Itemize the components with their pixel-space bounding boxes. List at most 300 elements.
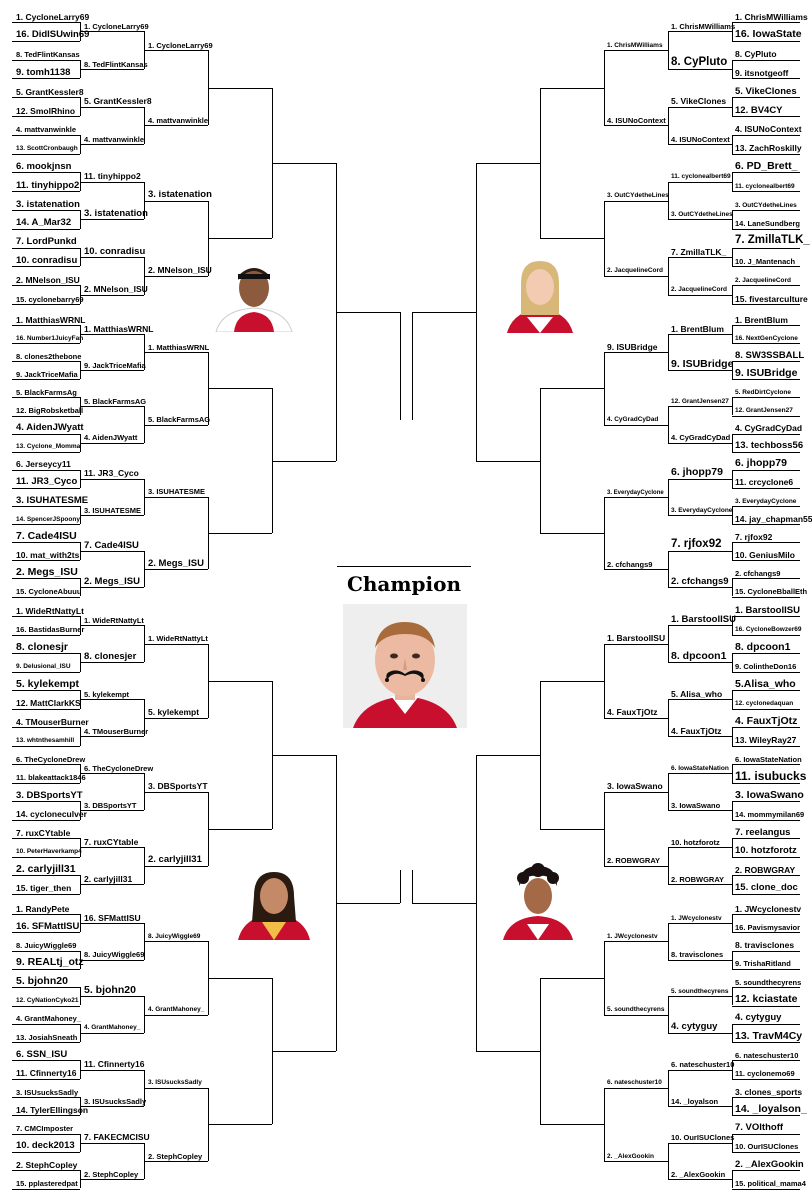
r1-slot-bottom-right-label: 7. VOlthoff — [735, 1122, 784, 1134]
r2-slot-mid-left — [80, 465, 144, 480]
r1-slot-mid-right-label: 6. jhopp79 — [735, 457, 787, 470]
r1-slot-top-left — [12, 252, 80, 267]
r1-slot-lower-left-label: 7. ruxCYtable — [16, 827, 71, 838]
r1-slot-top-right-label: 16. IowaState — [735, 28, 802, 41]
r2-slot-top-left — [80, 243, 144, 258]
r1-slot-bottom-left — [12, 1138, 80, 1153]
connector-final — [400, 312, 401, 420]
r2-slot-bottom-right-label: 8. travisclones — [671, 950, 724, 960]
r1-slot-bottom-left-label: 11. Cfinnerty16 — [16, 1068, 77, 1079]
r1-slot-bottom-right — [732, 1010, 800, 1025]
r2-slot-top-left — [80, 281, 148, 296]
r1-slot-bottom-left — [12, 1010, 80, 1025]
r2-slot-lower-right — [668, 870, 732, 885]
r1-slot-mid-right — [732, 456, 800, 471]
r3-slot-top-left-label: 4. mattvanwinkle — [148, 115, 209, 125]
player-portrait-top-right — [497, 253, 583, 333]
r1-slot-mid-right-label: 4. CyGradCyDad — [735, 423, 803, 434]
r1-slot-lower-left — [12, 713, 89, 728]
r2-slot-bottom-left — [80, 1129, 150, 1144]
r3-slot-bottom-right-label: 2. _AlexGookin — [607, 1152, 654, 1160]
r1-slot-bottom-right-label: 2. _AlexGookin — [735, 1158, 804, 1170]
r1-slot-mid-left — [12, 583, 80, 598]
r2-slot-bottom-left — [80, 982, 144, 997]
r1-slot-bottom-right — [732, 937, 800, 952]
r3-slot-lower-right-label: 4. FauxTjOtz — [607, 707, 658, 718]
r3-slot-lower-left — [144, 630, 208, 645]
r3-slot-top-right-label: 3. OutCYdetheLines — [607, 192, 669, 200]
r1-slot-bottom-left-label: 2. StephCopley — [16, 1159, 78, 1170]
r2-slot-top-right — [668, 243, 732, 258]
r2-slot-top-left — [80, 93, 152, 108]
r1-slot-top-right — [732, 46, 800, 61]
r2-slot-bottom-left-label: 7. FAKECMCISU — [84, 1132, 150, 1143]
r1-slot-bottom-right — [732, 900, 800, 915]
r4-slot-empty — [540, 978, 604, 979]
r3-slot-bottom-left — [144, 1147, 208, 1162]
r3-slot-top-right — [604, 187, 668, 202]
r3-slot-lower-right-label: 2. ROBWGRAY — [607, 856, 661, 866]
r1-slot-bottom-left-label: 3. ISUsucksSadly — [16, 1087, 79, 1097]
r1-slot-bottom-left — [12, 1120, 80, 1135]
r3-slot-mid-right-label: 4. CyGradCyDad — [607, 416, 659, 424]
r1-slot-top-left — [12, 102, 80, 117]
r1-slot-bottom-left-label: 7. CMCImposter — [16, 1124, 74, 1134]
r1-slot-top-left — [12, 8, 90, 23]
r1-slot-lower-left — [12, 769, 86, 784]
r4-slot-empty — [208, 88, 272, 89]
r2-slot-lower-left — [80, 796, 144, 811]
r2-slot-top-left-label: 4. mattvanwinkle — [84, 134, 145, 144]
connector-r1 — [732, 542, 733, 560]
connector-r2 — [668, 625, 669, 662]
r1-slot-mid-left — [12, 311, 86, 326]
r1-slot-bottom-left — [12, 900, 80, 915]
player-portrait-bottom-right — [497, 860, 579, 940]
r1-slot-mid-right-label: 12. GrantJensen27 — [735, 407, 793, 414]
r3-slot-lower-right — [604, 852, 668, 867]
connector-r2 — [668, 31, 669, 69]
semi-slot-empty — [272, 755, 336, 756]
r1-slot-top-left — [12, 177, 80, 192]
r3-slot-lower-left — [144, 778, 208, 793]
r3-slot-bottom-right — [604, 1001, 668, 1016]
r1-slot-top-right-label: 11. cyclonealbert69 — [735, 182, 795, 190]
connector-r1 — [732, 987, 733, 1005]
r3-slot-mid-right — [604, 338, 668, 353]
r3-slot-mid-left — [144, 555, 208, 570]
r2-slot-bottom-left-label: 4. GrantMahoney_ — [84, 1024, 141, 1032]
r1-slot-lower-right-label: 3. IowaSwano — [735, 788, 804, 801]
r1-slot-top-left — [12, 290, 84, 305]
r1-slot-bottom-left — [12, 973, 80, 988]
r1-slot-top-right — [732, 158, 800, 173]
connector-r3 — [604, 644, 605, 718]
r1-slot-bottom-right-label: 5. soundthecyrens — [735, 977, 802, 987]
player-portrait-bottom-left — [230, 864, 318, 940]
r1-slot-top-right-label: 12. BV4CY — [735, 104, 783, 116]
r3-slot-bottom-right-label: 5. soundthecyrens — [607, 1006, 665, 1014]
r2-slot-bottom-left — [80, 1092, 147, 1107]
r1-slot-top-left-label: 4. mattvanwinkle — [16, 125, 77, 135]
r3-slot-mid-left-label: 3. ISUHATESME — [148, 487, 205, 497]
connector-r1 — [732, 397, 733, 415]
r2-slot-bottom-left — [80, 946, 144, 961]
r3-slot-mid-right — [604, 411, 668, 426]
r1-slot-lower-right-label: 13. WileyRay27 — [735, 735, 797, 745]
r2-slot-bottom-right — [668, 1165, 732, 1180]
r1-slot-mid-left-label: 11. JR3_Cyco — [16, 476, 78, 488]
r4-slot-empty — [540, 681, 604, 682]
r1-slot-mid-right — [732, 347, 805, 362]
r2-slot-lower-right-label: 2. ROBWGRAY — [671, 874, 725, 884]
r3-slot-top-left-label: 1. CycloneLarry69 — [148, 40, 213, 50]
r1-slot-lower-right — [732, 787, 804, 802]
r1-slot-mid-left — [12, 420, 84, 435]
r2-slot-top-left-label: 8. TedFlintKansas — [84, 59, 148, 69]
connector-r1 — [732, 914, 733, 932]
r1-slot-bottom-left — [12, 1083, 80, 1098]
r4-slot-empty — [540, 829, 604, 830]
r1-slot-lower-left — [12, 732, 80, 747]
r2-slot-lower-right — [668, 611, 736, 626]
r1-slot-bottom-right — [732, 1083, 803, 1098]
r2-slot-bottom-right-label: 4. cytyguy — [671, 1021, 718, 1033]
r1-slot-lower-left — [12, 695, 80, 710]
r2-slot-top-left — [80, 55, 148, 70]
r1-slot-top-left — [12, 158, 80, 173]
r2-slot-mid-right-label: 2. cfchangs9 — [671, 575, 729, 587]
r2-slot-top-left-label: 5. GrantKessler8 — [84, 96, 152, 107]
r1-slot-bottom-left-label: 15. pplasteredpat — [16, 1179, 78, 1188]
r1-slot-bottom-right-label: 4. cytyguy — [735, 1012, 782, 1024]
r1-slot-bottom-left — [12, 1175, 80, 1190]
r1-slot-lower-right-label: 6. IowaStateNation — [735, 754, 802, 764]
r2-slot-top-right-label: 11. cyclonealbert69 — [671, 173, 731, 181]
r1-slot-top-right — [732, 177, 800, 192]
r3-slot-lower-right — [604, 704, 668, 719]
r2-slot-lower-left-label: 2. carlyjill31 — [84, 873, 133, 884]
r2-slot-mid-left-label: 3. ISUHATESME — [84, 505, 141, 515]
r1-slot-top-right — [732, 271, 800, 286]
connector-r1 — [732, 1170, 733, 1188]
coach-portrait-champion — [343, 604, 467, 728]
r4-slot-empty — [540, 388, 604, 389]
r2-slot-mid-right — [668, 356, 732, 371]
r1-slot-top-left-label: 8. TedFlintKansas — [16, 50, 80, 60]
r1-slot-mid-right — [732, 402, 800, 417]
r2-slot-lower-right-label: 5. Alisa_who — [671, 688, 723, 699]
connector-semi — [476, 163, 477, 461]
r1-slot-lower-right — [732, 676, 800, 691]
r1-slot-mid-left — [12, 402, 84, 417]
connector-r1 — [732, 172, 733, 191]
r1-slot-mid-left-label: 15. CycloneAbuuu — [16, 587, 82, 596]
r4-slot-empty — [208, 238, 272, 239]
r1-slot-lower-left — [12, 658, 80, 673]
r1-slot-top-right-label: 8. CyPluto — [735, 49, 777, 60]
r2-slot-mid-left-label: 4. AidenJWyatt — [84, 433, 138, 443]
r2-slot-lower-left — [80, 722, 149, 737]
semi-slot-empty — [476, 1051, 540, 1052]
r3-slot-mid-left-label: 2. Megs_ISU — [148, 557, 204, 569]
r2-slot-bottom-right-label: 6. nateschuster10 — [671, 1060, 735, 1070]
r1-slot-lower-right-label: 2. ROBWGRAY — [735, 864, 796, 875]
r2-slot-mid-right-label: 4. CyGradCyDad — [671, 433, 731, 443]
r3-slot-lower-left-label: 2. carlyjill31 — [148, 854, 202, 866]
r2-slot-top-left-label: 3. istatenation — [84, 207, 148, 219]
r2-slot-lower-right-label: 3. IowaSwano — [671, 800, 721, 810]
r2-slot-top-right-label: 5. VikeClones — [671, 96, 727, 107]
r1-slot-mid-left — [12, 383, 80, 398]
r2-slot-mid-right — [668, 573, 732, 588]
r1-slot-mid-left-label: 2. Megs_ISU — [16, 565, 78, 578]
r2-slot-bottom-left-label: 16. SFMattISU — [84, 912, 141, 923]
r1-slot-top-right — [732, 215, 800, 230]
r3-slot-lower-left-label: 3. DBSportsYT — [148, 781, 208, 792]
r3-slot-top-left-label: 3. istatenation — [148, 189, 212, 201]
r3-slot-top-right — [604, 262, 668, 277]
r1-slot-bottom-right-label: 9. TrishaRitland — [735, 959, 791, 969]
r2-slot-lower-right-label: 1. BarstoolISU — [671, 613, 736, 625]
connector-r3 — [604, 1088, 605, 1161]
r1-slot-bottom-left-label: 8. JuicyWiggle69 — [16, 941, 77, 951]
r1-slot-mid-right-label: 15. CycloneBballEth — [735, 587, 808, 596]
connector-r1 — [732, 434, 733, 452]
r1-slot-mid-right — [732, 329, 800, 344]
r1-slot-lower-right — [732, 861, 800, 876]
r1-slot-bottom-right — [732, 1065, 800, 1080]
r2-slot-lower-right-label: 10. hotzforotz — [671, 837, 720, 847]
r3-slot-bottom-right-label: 1. JWcyclonestv — [607, 932, 658, 940]
r1-slot-mid-right-label: 14. jay_chapman55 — [735, 513, 812, 524]
r1-slot-bottom-left-label: 16. SFMattISU — [16, 920, 80, 932]
r1-slot-top-left — [12, 215, 80, 230]
r1-slot-lower-left — [12, 787, 83, 802]
r3-slot-lower-right-label: 3. IowaSwano — [607, 781, 663, 792]
r2-slot-lower-right-label: 8. dpcoon1 — [671, 649, 727, 662]
r2-slot-top-left — [80, 168, 144, 183]
r1-slot-top-left-label: 11. tinyhippo2 — [16, 179, 80, 191]
r1-slot-lower-left — [12, 824, 80, 839]
r1-slot-mid-left — [12, 564, 80, 579]
r2-slot-top-left — [80, 205, 148, 220]
champion-title: Champion — [346, 572, 462, 596]
connector-r1 — [732, 578, 733, 596]
r2-slot-mid-left-label: 1. MatthiasWRNL — [84, 323, 154, 334]
connector-r1 — [732, 97, 733, 116]
r2-slot-top-right-label: 2. JacquelineCord — [671, 286, 727, 294]
r3-slot-top-left — [144, 187, 212, 202]
r1-slot-lower-right-label: 14. mommymilan69 — [735, 810, 805, 819]
r2-slot-lower-left — [80, 833, 144, 848]
r2-slot-mid-left — [80, 392, 147, 407]
r1-slot-top-left-label: 7. LordPunkd — [16, 236, 77, 248]
r3-slot-bottom-left-label: 2. StephCopley — [148, 1151, 203, 1161]
r2-slot-lower-left-label: 3. DBSportsYT — [84, 800, 137, 810]
r2-slot-bottom-left-label: 11. Cfinnerty16 — [84, 1059, 145, 1070]
semi-slot-empty — [476, 461, 540, 462]
r1-slot-top-left-label: 12. SmolRhino — [16, 105, 76, 116]
r1-slot-mid-left — [12, 510, 80, 525]
r1-slot-mid-left-label: 14. SpencerJSpoony — [16, 515, 80, 523]
r1-slot-lower-right — [732, 880, 800, 895]
r1-slot-mid-right — [732, 528, 800, 543]
r1-slot-bottom-right-label: 6. nateschuster10 — [735, 1050, 799, 1060]
r3-slot-mid-left — [144, 483, 208, 498]
r2-slot-mid-left — [80, 501, 144, 516]
r2-slot-mid-right — [668, 320, 732, 335]
r1-slot-top-right — [732, 121, 800, 136]
r1-slot-bottom-left — [12, 1156, 80, 1171]
r1-slot-lower-left — [12, 621, 85, 636]
r3-slot-lower-right-label: 1. BarstoolISU — [607, 633, 666, 644]
r2-slot-lower-left-label: 6. TheCycloneDrew — [84, 763, 154, 773]
r3-slot-mid-right-label: 2. cfchangs9 — [607, 559, 653, 569]
r1-slot-lower-left — [12, 639, 80, 654]
r2-slot-lower-left — [80, 648, 144, 663]
r3-slot-mid-left — [144, 338, 208, 353]
r1-slot-lower-left — [12, 861, 80, 876]
r2-slot-mid-left-label: 7. Cade4ISU — [84, 539, 139, 551]
r3-slot-top-left-label: 2. MNelson_ISU — [148, 265, 212, 276]
r4-slot-empty — [540, 88, 604, 89]
r1-slot-mid-right-label: 16. NextGenCyclone — [735, 334, 798, 342]
connector-final — [412, 870, 413, 903]
connector-r2 — [668, 479, 669, 515]
connector-r3 — [604, 497, 605, 569]
connector-semi — [476, 755, 477, 1052]
r1-slot-mid-right — [732, 564, 800, 579]
r1-slot-lower-right-label: 15. clone_doc — [735, 882, 798, 893]
r2-slot-lower-left — [80, 759, 154, 774]
r1-slot-bottom-left-label: 4. GrantMahoney_ — [16, 1014, 82, 1024]
connector-r3 — [604, 50, 605, 125]
r1-slot-lower-left-label: 9. Delusional_ISU — [16, 663, 71, 670]
r1-slot-mid-left — [12, 329, 84, 344]
r1-slot-top-right-label: 15. fivestarculture — [735, 293, 808, 304]
r1-slot-bottom-right-label: 15. political_mama4 — [735, 1179, 806, 1188]
r4-slot-empty — [540, 533, 604, 534]
r1-slot-bottom-right — [732, 1175, 806, 1190]
r1-slot-top-left-label: 13. ScottCronbaugh — [16, 145, 78, 153]
r1-slot-bottom-right-label: 16. Pavismysavior — [735, 922, 801, 932]
r1-slot-mid-right — [732, 583, 808, 598]
r2-slot-bottom-right-label: 10. OurISUClones — [671, 1133, 735, 1143]
r3-slot-mid-left-label: 5. BlackFarmsAG — [148, 415, 211, 425]
r1-slot-lower-left — [12, 880, 80, 895]
r1-slot-top-left — [12, 271, 80, 286]
r3-slot-top-right-label: 2. JacquelineCord — [607, 267, 663, 275]
r2-slot-top-left-label: 11. tinyhippo2 — [84, 171, 141, 182]
r3-slot-bottom-right — [604, 927, 668, 942]
connector-r2 — [668, 1070, 669, 1107]
r1-slot-lower-right — [732, 768, 807, 784]
r1-slot-mid-right — [732, 546, 800, 561]
connector-r2 — [668, 107, 669, 145]
r1-slot-bottom-right-label: 1. JWcyclonestv — [735, 903, 802, 914]
r1-slot-lower-right-label: 5.Alisa_who — [735, 677, 796, 690]
r1-slot-lower-right-label: 11. isubucks — [735, 768, 807, 783]
r1-slot-bottom-left — [12, 1101, 89, 1116]
connector-r1 — [732, 1024, 733, 1042]
r2-slot-lower-right-label: 6. IowaStateNation — [671, 764, 729, 772]
connector-r4 — [540, 978, 541, 1124]
r1-slot-top-left-label: 1. CycloneLarry69 — [16, 11, 90, 22]
r1-slot-lower-left-label: 6. TheCycloneDrew — [16, 754, 86, 764]
r1-slot-mid-left-label: 7. Cade4ISU — [16, 529, 77, 542]
r1-slot-lower-left-label: 16. BastidasBurner — [16, 625, 85, 634]
connector-r1 — [732, 1097, 733, 1115]
connector-r1 — [732, 285, 733, 304]
r3-slot-top-right — [604, 111, 668, 126]
r1-slot-lower-left-label: 4. TMouserBurner — [16, 716, 89, 727]
connector-r2 — [668, 923, 669, 960]
r1-slot-bottom-left — [12, 1065, 80, 1080]
connector-r1 — [732, 764, 733, 783]
r2-slot-mid-right-label: 6. jhopp79 — [671, 466, 723, 479]
r3-slot-mid-right-label: 9. ISUBridge — [607, 341, 658, 352]
r1-slot-lower-right-label: 12. cyclonedaquan — [735, 700, 794, 707]
r1-slot-mid-left-label: 4. AidenJWyatt — [16, 422, 84, 434]
connector-r4 — [540, 88, 541, 238]
r4-slot-empty — [208, 978, 272, 979]
r2-slot-lower-left — [80, 611, 144, 626]
r2-slot-lower-left — [80, 685, 144, 700]
r1-slot-bottom-left-label: 1. RandyPete — [16, 903, 70, 914]
r1-slot-top-left — [12, 83, 84, 98]
r2-slot-mid-right-label: 3. EverydayCyclone — [671, 506, 733, 514]
r1-slot-lower-right — [732, 713, 800, 728]
r1-slot-bottom-right — [732, 1138, 800, 1153]
r1-slot-bottom-right — [732, 1156, 804, 1171]
r2-slot-lower-right — [668, 833, 732, 848]
r1-slot-mid-left — [12, 528, 80, 543]
r1-slot-mid-right — [732, 510, 812, 525]
final-slot-empty — [412, 312, 476, 313]
r4-slot-empty — [540, 238, 604, 239]
r2-slot-mid-right-label: 7. rjfox92 — [671, 537, 722, 550]
r1-slot-mid-left-label: 16. Number1JuicyFan — [16, 334, 84, 342]
r4-slot-empty — [208, 388, 272, 389]
connector-r2 — [668, 406, 669, 442]
r1-slot-top-right-label: 2. JacquelineCord — [735, 276, 791, 284]
r2-slot-lower-left-label: 1. WideRtNattyLt — [84, 615, 144, 625]
r1-slot-lower-right — [732, 824, 800, 839]
r2-slot-top-right-label: 7. ZmillaTLK_ — [671, 246, 727, 257]
r1-slot-bottom-right-label: 3. clones_sports — [735, 1086, 803, 1097]
connector-r2 — [668, 334, 669, 370]
connector-r2 — [668, 551, 669, 587]
r1-slot-bottom-left — [12, 1028, 80, 1043]
r1-slot-top-right — [732, 234, 810, 249]
r1-slot-bottom-right — [732, 1028, 803, 1043]
r1-slot-lower-left-label: 10. PeterHaverkamp4 — [16, 848, 82, 855]
connector-r2 — [668, 847, 669, 884]
r2-slot-top-left-label: 10. conradisu — [84, 245, 146, 257]
r1-slot-bottom-right-label: 13. TravM4Cy — [735, 1029, 803, 1042]
r1-slot-lower-right — [732, 695, 800, 710]
r1-slot-top-left-label: 2. MNelson_ISU — [16, 274, 80, 285]
r1-slot-top-left-label: 3. istatenation — [16, 198, 80, 210]
r1-slot-top-right — [732, 83, 800, 98]
r1-slot-top-right — [732, 252, 800, 267]
r2-slot-top-left-label: 2. MNelson_ISU — [84, 284, 148, 295]
r1-slot-mid-left-label: 6. Jerseycy11 — [16, 459, 71, 470]
r1-slot-lower-right — [732, 639, 800, 654]
r2-slot-mid-left-label: 11. JR3_Cyco — [84, 468, 139, 479]
r1-slot-mid-left-label: 5. BlackFarmsAg — [16, 387, 77, 397]
